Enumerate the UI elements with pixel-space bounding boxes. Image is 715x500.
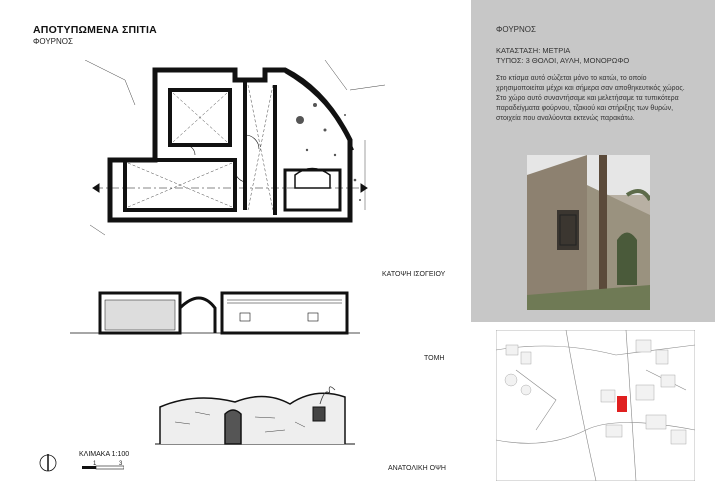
type-text: ΤΥΠΟΣ: 3 ΘΟΛΟΙ, ΑΥΛΗ, ΜΟΝΟΡΩΦΟ [496,56,630,65]
floor-plan-drawing [85,60,385,240]
plan-caption: ΚΑΤΟΨΗ ΙΣΟΓΕΙΟΥ [382,271,446,278]
page-title: ΑΠΟΤΥΠΩΜΕΝΑ ΣΠΙΤΙΑ [33,24,157,36]
building-photo [527,155,650,310]
location-map [496,330,695,481]
scale-bar [82,460,124,472]
description-text: Στο κτίσμα αυτό σώζεται μόνο το κατώι, το οποίο χρησιμοποιείται μέχρι και σήμερα σαν αποθηκευτικός χώρος. Στο χώρο αυτό συναντήσαμε και μελετήσαμε τα τυπικότερα παραδείγματα φούρνου, τζακιού και στήριξης των θυρών, στοιχεία που αναλύονται εκτενώς παρακάτω. [496,75,685,122]
scale-label: ΚΛΙΜΑΚΑ 1:100 [79,451,130,458]
section-drawing [70,288,370,340]
scale-tick-3: 3 [119,461,123,467]
panel-meta [496,46,629,66]
scale-tick-1: 1 [93,461,97,467]
north-arrow-icon [39,452,57,472]
elevation-caption: ΑΝΑΤΟΛΙΚΗ ΟΨΗ [388,465,446,472]
section-caption: ΤΟΜΗ [424,355,445,362]
elevation-drawing [155,382,355,454]
condition-text: ΚΑΤΑΣΤΑΣΗ: ΜΕΤΡΙΑ [496,46,571,55]
panel-title: ΦΟΥΡΝΟΣ [496,25,536,34]
page-subtitle: ΦΟΥΡΝΟΣ [33,37,73,46]
